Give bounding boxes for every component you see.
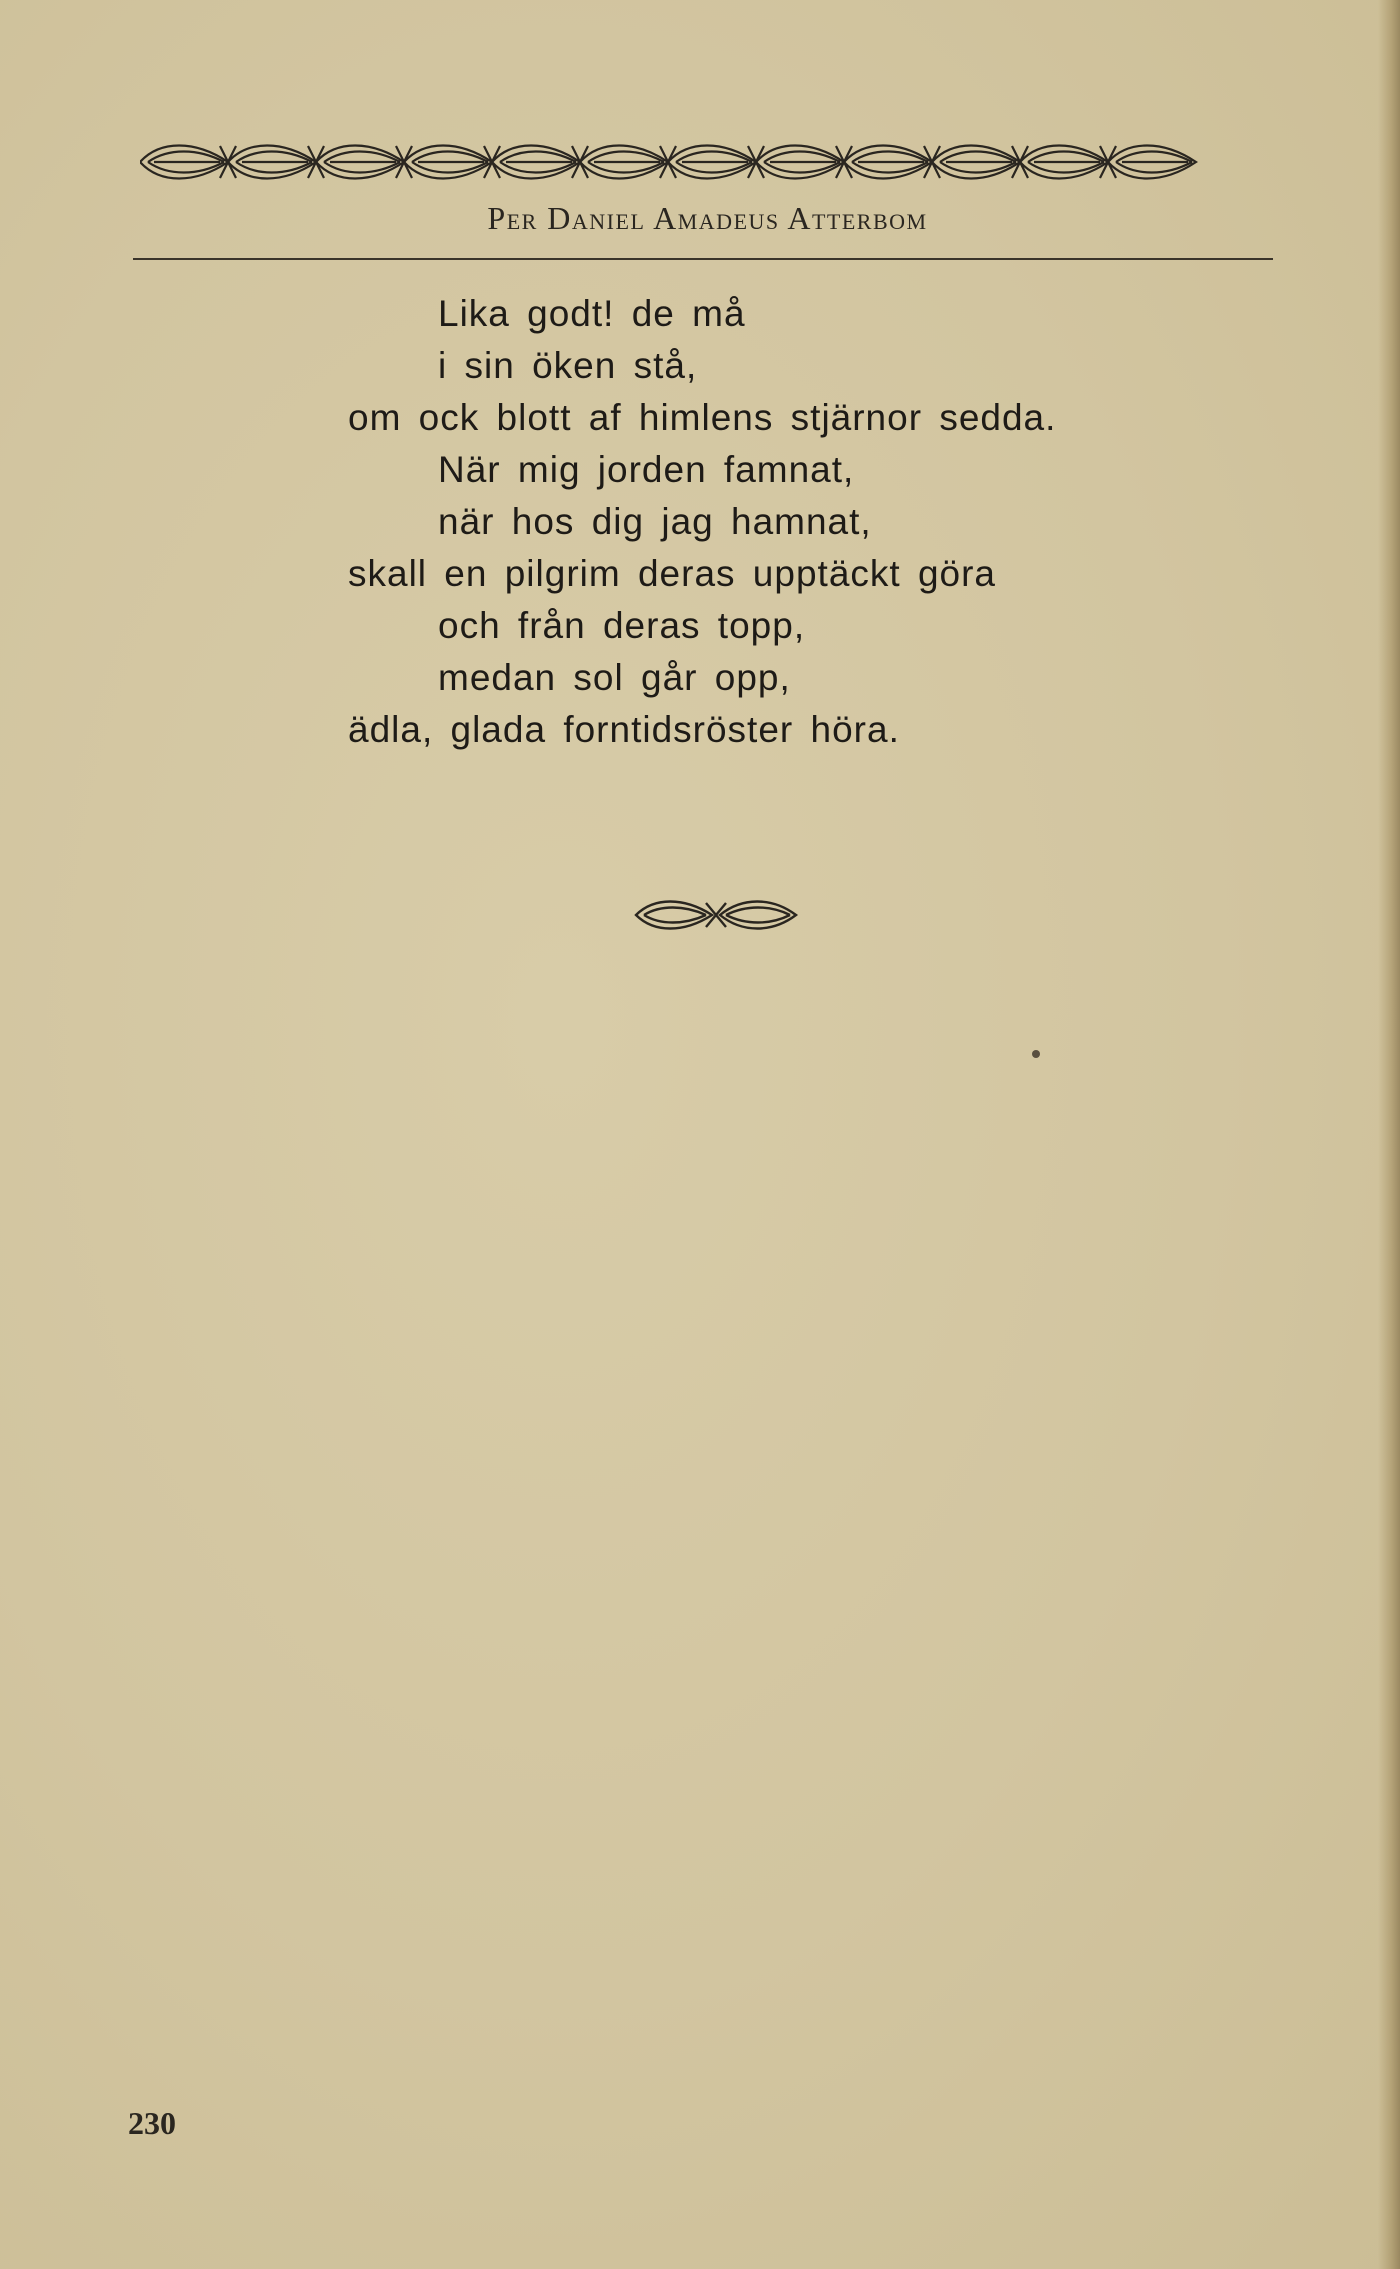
page-edge-shadow [1378,0,1400,2269]
running-head: Per Daniel Amadeus Atterbom [487,200,928,236]
header-ornament-link [844,146,932,179]
poem-line: och från deras topp, [438,605,806,646]
header-ornament-link [668,146,756,179]
poem-line: Lika godt! de må [438,293,746,334]
poem-line: ädla, glada forntidsröster höra. [348,709,900,750]
poem-line: i sin öken stå, [438,345,698,386]
poem-line: om ock blott af himlens stjärnor sedda. [348,397,1057,438]
header-ornament-link [932,146,1020,179]
header-ornament-link [1108,146,1196,179]
tailpiece-ornament [632,893,800,937]
header-ornament-link [316,146,404,179]
page-number: 230 [128,2105,176,2141]
header-ornament-link [1020,146,1108,179]
poem-line: skall en pilgrim deras upptäckt göra [348,553,997,594]
header-ornament [140,138,1275,186]
poem-line: medan sol går opp, [438,657,791,698]
header-ornament-link [404,146,492,179]
poem-line: när hos dig jag hamnat, [438,501,872,542]
ink-speck [1032,1050,1040,1058]
poem-line: När mig jorden famnat, [438,449,855,490]
header-ornament-link [580,146,668,179]
header-ornament-link [492,146,580,179]
header-ornament-link [228,146,316,179]
header-rule [133,258,1273,260]
header-ornament-link [756,146,844,179]
